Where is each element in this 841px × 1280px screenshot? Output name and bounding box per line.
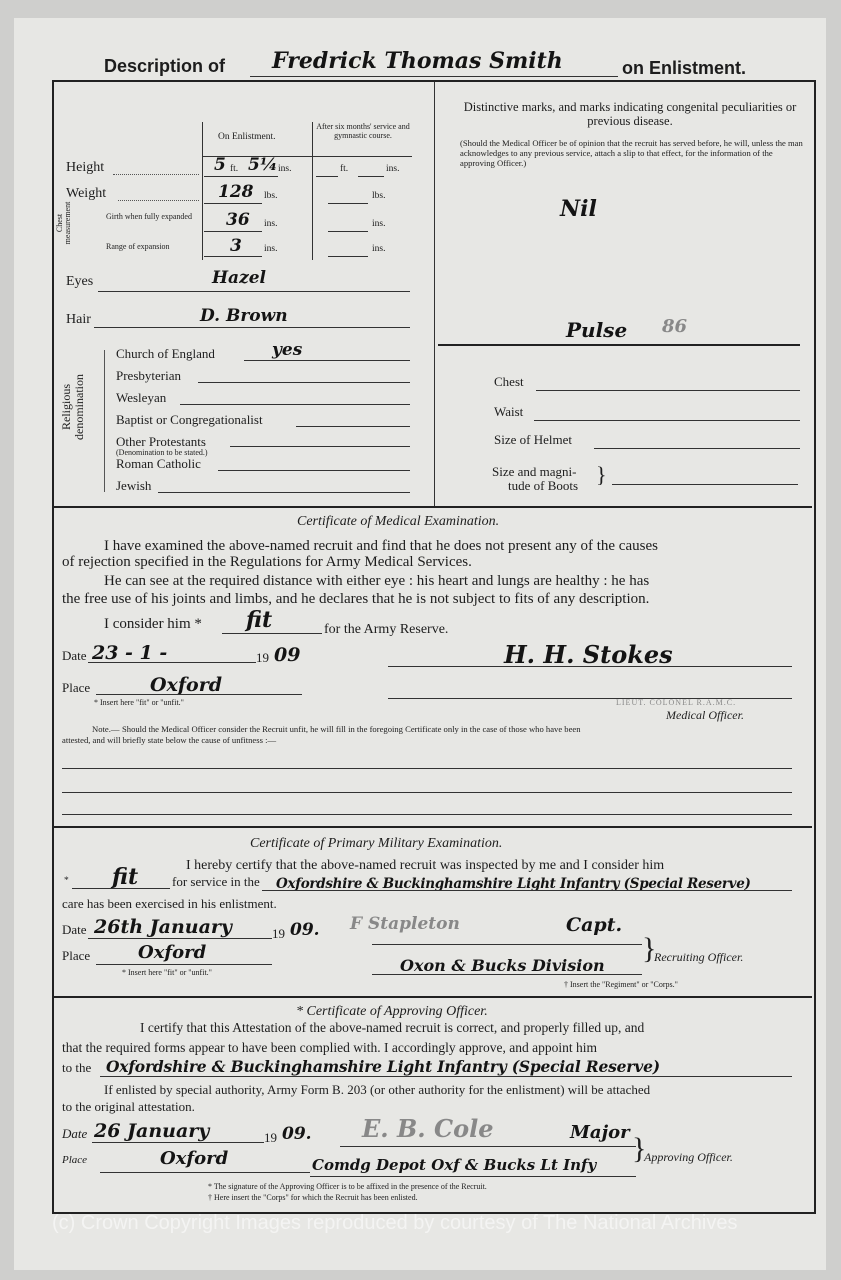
military-place-value: Oxford — [138, 942, 207, 963]
waist-label: Waist — [494, 404, 524, 419]
height-in-unit: ins. — [278, 164, 292, 174]
baptist-label: Baptist or Congregationalist — [116, 412, 263, 427]
medical-signature: H. H. Stokes — [504, 640, 673, 669]
chest-side-label: Chest measurement — [55, 201, 72, 245]
height-label: Height — [66, 160, 105, 175]
helmet-label: Size of Helmet — [494, 432, 572, 447]
eyes-label: Eyes — [66, 274, 94, 289]
height-ft: 5 — [214, 155, 226, 175]
approving-footnote-2: † Here insert the "Corps" for which the Recruit has been enlisted. — [208, 1193, 418, 1202]
approving-year: 09. — [282, 1124, 312, 1144]
medical-title: Certificate of Medical Examination. — [297, 514, 500, 529]
military-for-service: for service in the — [172, 874, 260, 889]
eyes-value: Hazel — [212, 268, 267, 288]
military-year-prefix: 19 — [272, 926, 285, 941]
header-suffix: on Enlistment. — [622, 58, 747, 78]
military-date-label: Date — [62, 922, 87, 937]
approving-title: * Certificate of Approving Officer. — [296, 1004, 488, 1019]
approving-footnote-1: * The signature of the Approving Officer is to be affixed in the presence of the Recruit. — [208, 1182, 487, 1191]
after-ins: ins. — [386, 164, 400, 174]
medical-stamp: LIEUT. COLONEL R.A.M.C. — [616, 698, 737, 707]
approving-date-value: 26 January — [94, 1120, 210, 1142]
after-lbs: lbs. — [372, 191, 386, 201]
medical-insert-note: * Insert here "fit" or "unfit." — [94, 698, 184, 707]
medical-reserve: for the Army Reserve. — [324, 622, 449, 637]
height-in: 5¼ — [248, 155, 278, 175]
rc-label: Roman Catholic — [116, 456, 201, 471]
military-place-label: Place — [62, 948, 91, 963]
military-date-value: 26th January — [94, 916, 232, 938]
range-value: 3 — [230, 236, 242, 256]
military-l1: I hereby certify that the above-named recruit was inspected by me and I consider him — [186, 858, 665, 873]
military-star: * — [64, 876, 69, 886]
military-regiment: Oxfordshire & Buckinghamshire Light Infantry (Special Reserve) — [276, 876, 751, 892]
after-girth-unit: ins. — [372, 219, 386, 229]
marks-value: Nil — [560, 196, 597, 222]
military-care: care has been exercised in his enlistment. — [62, 896, 277, 911]
medical-p2b: the free use of his joints and limbs, and he declares that he is not subject to fits of any description. — [62, 591, 650, 607]
approving-to-the: to the — [62, 1060, 92, 1075]
approving-l4: to the original attestation. — [62, 1099, 195, 1114]
approving-place-value: Oxford — [160, 1148, 229, 1169]
header-prefix: Description of — [104, 56, 226, 76]
medical-year: 09 — [274, 644, 301, 666]
after-ft: ft. — [340, 164, 349, 174]
other-note: (Denomination to be stated.) — [116, 448, 208, 457]
medical-year-prefix: 19 — [256, 650, 269, 665]
height-ft-unit: ft. — [230, 164, 239, 174]
medical-officer-label: Medical Officer. — [666, 708, 744, 722]
boots-label-1: Size and magni- — [492, 464, 577, 479]
marks-note: (Should the Medical Officer be of opinion that the recruit has served before, he will, unless the man acknowledges to any previous service, attach a slip to that effect, for the information of the approving Officer.) — [460, 138, 803, 168]
col-after: After six months' service and gymnastic course. — [316, 122, 410, 140]
recruit-name: Fredrick Thomas Smith — [272, 48, 563, 74]
pulse-label: Pulse — [566, 318, 628, 342]
girth-value: 36 — [226, 210, 250, 230]
medical-place-value: Oxford — [150, 674, 223, 696]
weight-unit: lbs. — [264, 191, 278, 201]
girth-unit: ins. — [264, 219, 278, 229]
hair-label: Hair — [66, 312, 91, 327]
regiment-insert-note: † Insert the "Regiment" or "Corps." — [564, 980, 678, 989]
medical-fit: fit — [246, 607, 273, 633]
recruiting-officer-label: Recruiting Officer. — [654, 950, 744, 964]
military-title: Certificate of Primary Military Examination. — [250, 836, 503, 851]
jewish-label: Jewish — [116, 478, 152, 493]
medical-date-label: Date — [62, 648, 87, 663]
medical-p2a: He can see at the required distance with either eye : his heart and lungs are healthy : he has — [104, 573, 650, 589]
approving-l3: If enlisted by special authority, Army Form B. 203 (or other authority for the enlistment) will be attached — [104, 1082, 651, 1097]
boots-label-2: tude of Boots — [508, 478, 579, 493]
marks-title: Distinctive marks, and marks indicating congenital peculiarities or previous disease. — [463, 100, 797, 128]
weight-value: 128 — [218, 182, 254, 202]
chest-label: Chest — [494, 374, 524, 389]
religion-side-label: Religious denomination — [59, 374, 86, 440]
medical-note-head: Note.— — [92, 724, 120, 734]
military-division: Oxon & Bucks Division — [400, 956, 605, 975]
military-insert-note: * Insert here "fit" or "unfit." — [122, 968, 212, 977]
medical-p1a: I have examined the above-named recruit and find that he does not present any of the causes — [104, 538, 658, 554]
after-range-unit: ins. — [372, 244, 386, 254]
hair-value: D. Brown — [200, 306, 288, 326]
military-signature: F Stapleton — [350, 914, 460, 934]
range-unit: ins. — [264, 244, 278, 254]
church-value: yes — [272, 340, 303, 360]
medical-place-label: Place — [62, 680, 91, 695]
other-protestants-label: Other Protestants — [116, 434, 206, 449]
approving-l2: that the required forms appear to have been complied with. I accordingly approve, and appoint him — [62, 1040, 597, 1055]
copyright-watermark: (c) Crown Copyright Images reproduced by courtesy of The National Archives — [52, 1212, 738, 1234]
military-year: 09. — [290, 920, 320, 940]
approving-year-prefix: 19 — [264, 1130, 277, 1145]
weight-label: Weight — [66, 186, 107, 201]
military-fit: fit — [112, 864, 139, 890]
medical-note-text: Should the Medical Officer consider the Recruit unfit, he will fill in the foregoing Certificate only in the case of those who have been — [122, 724, 581, 734]
col-on-enlistment: On Enlistment. — [218, 132, 276, 142]
medical-consider: I consider him * — [104, 616, 202, 632]
girth-label: Girth when fully expanded — [106, 212, 192, 221]
medical-note-text2: attested, and will briefly state below the cause of unfitness :— — [62, 735, 277, 745]
medical-date-value: 23 - 1 - — [92, 642, 168, 664]
approving-rank: Major — [570, 1122, 630, 1143]
presbyterian-label: Presbyterian — [116, 368, 181, 383]
approving-place-label: Place — [62, 1154, 88, 1166]
military-rank: Capt. — [566, 914, 623, 936]
medical-p1b: of rejection specified in the Regulations for Army Medical Services. — [62, 554, 472, 570]
approving-depot: Comdg Depot Oxf & Bucks Lt Infy — [312, 1156, 597, 1174]
approving-signature: E. B. Cole — [362, 1114, 494, 1143]
church-label: Church of England — [116, 346, 215, 361]
wesleyan-label: Wesleyan — [116, 390, 167, 405]
approving-l1: I certify that this Attestation of the above-named recruit is correct, and properly filled up, and — [140, 1020, 645, 1035]
range-label: Range of expansion — [106, 242, 170, 251]
approving-officer-label: Approving Officer. — [644, 1150, 733, 1164]
approving-date-label: Date — [62, 1126, 88, 1141]
approving-regiment: Oxfordshire & Buckinghamshire Light Infantry (Special Reserve) — [106, 1057, 660, 1076]
pulse-value: 86 — [662, 316, 688, 337]
